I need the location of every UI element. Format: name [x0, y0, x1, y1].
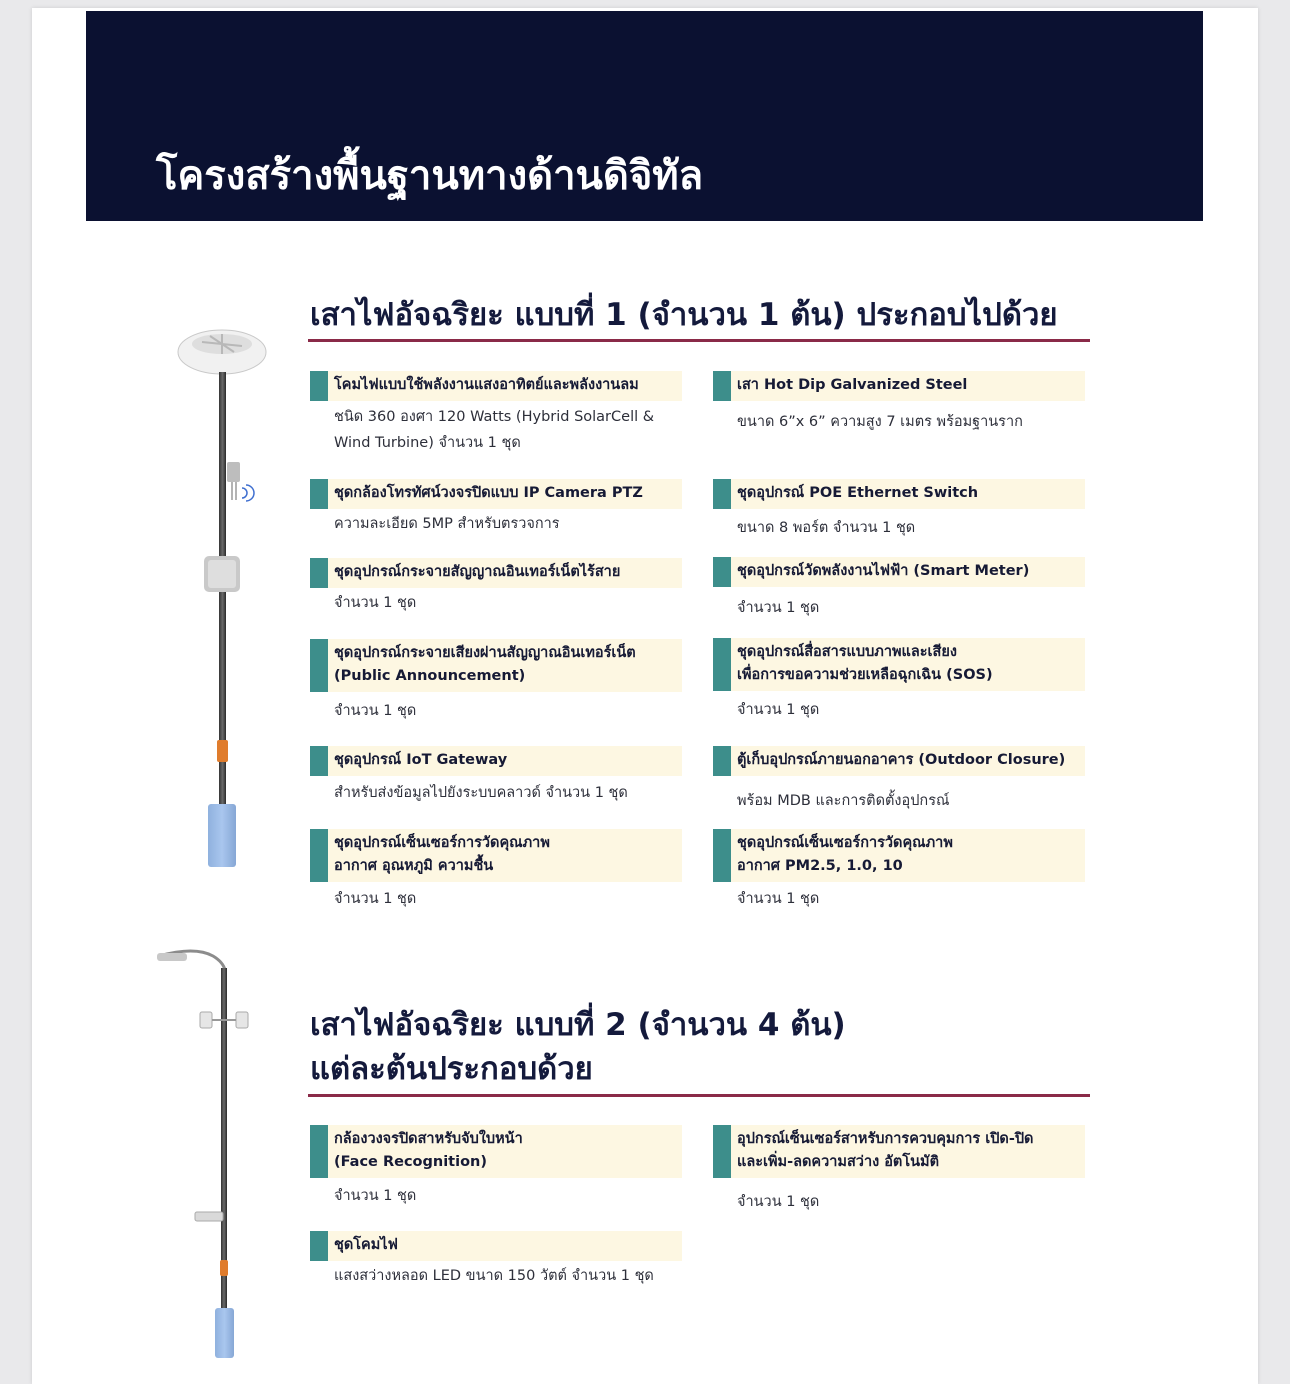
item-title: เสา Hot Dip Galvanized Steel: [737, 377, 968, 393]
header-banner: [86, 11, 1203, 221]
item-marker: [713, 638, 731, 691]
item-poe-switch: [713, 479, 1085, 541]
section-1-title: เสาไฟอัจฉริยะ แบบที่ 1 (จำนวน 1 ต้น) ประกอบไปด้วย: [310, 297, 1058, 333]
item-description: ความละเอียด 5MP สำหรับตรวจการ: [334, 516, 560, 532]
item-galvanized-pole: [713, 371, 1085, 435]
item-marker: [310, 746, 328, 776]
item-title: โคมไฟแบบใช้พลังงานแสงอาทิตย์และพลังงานลม: [334, 377, 639, 393]
item-title: ชุดอุปกรณ์กระจายสัญญาณอินเทอร์เน็ตไร้สาย: [334, 564, 621, 580]
section-1-divider: [308, 339, 1090, 342]
item-title: ชุดโคมไฟ: [334, 1237, 398, 1253]
item-description: จำนวน 1 ชุด: [334, 891, 417, 907]
smart-pole-type1-illustration: [170, 322, 280, 872]
item-sos-communication: [713, 638, 1085, 723]
item-description: ขนาด 6”x 6” ความสูง 7 เมตร พร้อมฐานราก: [737, 414, 1023, 430]
item-marker: [713, 479, 731, 509]
item-face-recognition-camera: [310, 1125, 682, 1209]
item-title: ชุดอุปกรณ์วัดพลังงานไฟฟ้า (Smart Meter): [737, 563, 1030, 579]
section-2-title: เสาไฟอัจฉริยะ แบบที่ 2 (จำนวน 4 ต้น) แต่ละต้นประกอบด้วย: [310, 1007, 846, 1087]
item-marker: [310, 558, 328, 588]
item-title: ชุดอุปกรณ์สื่อสารแบบภาพและเสียง เพื่อการขอความช่วยเหลือฉุกเฉิน (SOS): [737, 644, 993, 683]
item-ip-camera-ptz: [310, 479, 682, 537]
item-description: จำนวน 1 ชุด: [334, 595, 417, 611]
item-marker: [310, 479, 328, 509]
item-description: จำนวน 1 ชุด: [737, 891, 820, 907]
page-title: โครงสร้างพื้นฐานทางด้านดิจิทัล: [156, 153, 704, 199]
item-description: ชนิด 360 องศา 120 Watts (Hybrid SolarCell & Wind Turbine) จำนวน 1 ชุด: [334, 409, 655, 451]
item-wifi-access-point: [310, 558, 682, 616]
item-title: กล้องวงจรปิดสาหรับจับใบหน้า (Face Recognition): [334, 1131, 523, 1170]
item-auto-dimming-sensor: [713, 1125, 1085, 1215]
section-2-divider: [308, 1094, 1090, 1097]
item-description: สำหรับส่งข้อมูลไปยังระบบคลาวด์ จำนวน 1 ชุด: [334, 785, 628, 801]
item-air-temp-humidity-sensor: [310, 829, 682, 912]
item-marker: [713, 746, 731, 776]
item-title: ชุดอุปกรณ์ POE Ethernet Switch: [737, 485, 979, 501]
item-marker: [310, 371, 328, 401]
item-description: จำนวน 1 ชุด: [737, 702, 820, 718]
item-title: ชุดอุปกรณ์กระจายเสียงผ่านสัญญาณอินเทอร์เน็ต (Public Announcement): [334, 645, 636, 684]
item-title: ชุดอุปกรณ์ IoT Gateway: [334, 752, 508, 768]
item-description: แสงสว่างหลอด LED ขนาด 150 วัตต์ จำนวน 1 ชุด: [334, 1268, 654, 1284]
item-title: อุปกรณ์เซ็นเซอร์สาหรับการควบคุมการ เปิด-ปิด และเพิ่ม-ลดความสว่าง อัตโนมัติ: [737, 1131, 1034, 1170]
item-pm-sensor: [713, 829, 1085, 912]
item-solar-wind-lamp: [310, 371, 682, 456]
item-description: จำนวน 1 ชุด: [334, 1188, 417, 1204]
item-title: ตู้เก็บอุปกรณ์ภายนอกอาคาร (Outdoor Closure): [737, 752, 1066, 768]
item-led-lamp: [310, 1231, 682, 1289]
item-smart-meter: [713, 557, 1085, 621]
item-marker: [310, 639, 328, 692]
item-title: ชุดอุปกรณ์เซ็นเซอร์การวัดคุณภาพ อากาศ อุณหภูมิ ความชื้น: [334, 835, 550, 874]
item-description: จำนวน 1 ชุด: [737, 1194, 820, 1210]
item-title: ชุดกล้องโทรทัศน์วงจรปิดแบบ IP Camera PTZ: [334, 485, 643, 501]
item-marker: [713, 829, 731, 882]
item-title: ชุดอุปกรณ์เซ็นเซอร์การวัดคุณภาพ อากาศ PM2.5, 1.0, 10: [737, 835, 953, 874]
item-marker: [713, 1125, 731, 1178]
item-marker: [713, 371, 731, 401]
item-marker: [310, 1125, 328, 1178]
item-marker: [310, 829, 328, 882]
item-public-announcement: [310, 639, 682, 724]
item-iot-gateway: [310, 746, 682, 806]
item-description: จำนวน 1 ชุด: [737, 600, 820, 616]
item-description: พร้อม MDB และการติดตั้งอุปกรณ์: [737, 793, 950, 809]
smart-pole-type2-illustration: [155, 946, 255, 1360]
item-outdoor-closure: [713, 746, 1085, 814]
item-description: ขนาด 8 พอร์ต จำนวน 1 ชุด: [737, 520, 916, 536]
item-description: จำนวน 1 ชุด: [334, 703, 417, 719]
item-marker: [310, 1231, 328, 1261]
item-marker: [713, 557, 731, 587]
